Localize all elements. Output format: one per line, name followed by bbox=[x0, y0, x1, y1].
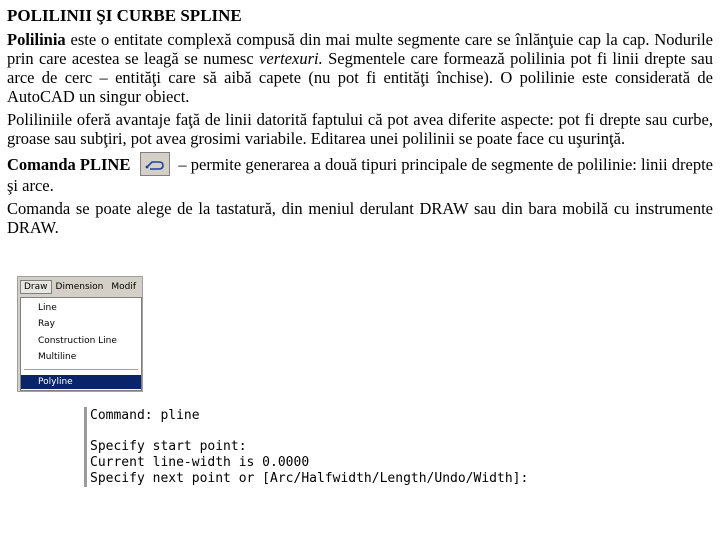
document-body bbox=[7, 6, 713, 241]
command-line: Command: pline bbox=[90, 408, 200, 423]
paragraph-text: Segmentele care formează polilinia pot fi linii drepte sau arce de cerc – entităţi care să aibă capete (nu pot fi entităţi închise). O polilinie este considerată de AutoCAD un singur obiect. bbox=[7, 49, 713, 106]
menu-item-multiline[interactable]: Multiline bbox=[38, 352, 77, 362]
menu-item-line[interactable]: Line bbox=[38, 303, 57, 313]
term-polilinia: Polilinia bbox=[7, 30, 66, 49]
menu-item-polyline[interactable]: Polyline bbox=[21, 375, 141, 389]
term-vertexuri: vertexuri. bbox=[259, 49, 323, 68]
page-title: POLILINII ŞI CURBE SPLINE bbox=[7, 6, 242, 25]
draw-menu-screenshot bbox=[17, 276, 143, 392]
command-line: Specify next point or [Arc/Halfwidth/Length/Undo/Width]: bbox=[90, 471, 529, 486]
menu-dimension[interactable]: Dimension bbox=[55, 282, 104, 292]
draw-dropdown bbox=[20, 297, 142, 391]
paragraph-polilinia bbox=[7, 30, 713, 106]
command-line: Current line-width is 0.0000 bbox=[90, 455, 310, 470]
command-scrollbar bbox=[84, 407, 87, 487]
menu-modify[interactable]: Modif bbox=[111, 282, 137, 292]
command-window bbox=[84, 405, 624, 489]
menu-item-construction-line[interactable]: Construction Line bbox=[38, 336, 117, 346]
paragraph-how-to: Comanda se poate alege de la tastatură, din meniul derulant DRAW sau din bara mobilă cu instrumente DRAW. bbox=[7, 199, 713, 237]
term-comanda-pline: Comanda PLINE bbox=[7, 155, 131, 174]
menu-item-ray[interactable]: Ray bbox=[38, 319, 55, 329]
menu-bar bbox=[18, 277, 142, 297]
polyline-tool-icon[interactable] bbox=[140, 152, 170, 176]
command-line: Specify start point: bbox=[90, 439, 247, 454]
paragraph-pline bbox=[7, 152, 713, 195]
menu-separator bbox=[24, 369, 138, 370]
paragraph-advantages: Poliliniile oferă avantaje faţă de linii datorită faptului că pot avea diferite aspecte: pot fi drepte sau curbe, groase sau subţiri, pot avea grosimi variabile. Editarea unei polilinii se poate face cu uşurinţă. bbox=[7, 110, 713, 148]
menu-draw[interactable]: Draw bbox=[20, 280, 52, 294]
paragraph-text: este o entitate complexă compusă din mai multe segmente care se înlănţuie cap la cap. Nodurile prin care acestea se leagă se numesc bbox=[7, 30, 713, 68]
paragraph-text: – permite generarea a două tipuri principale de segmente de polilinie: linii drepte şi arce. bbox=[7, 155, 713, 195]
